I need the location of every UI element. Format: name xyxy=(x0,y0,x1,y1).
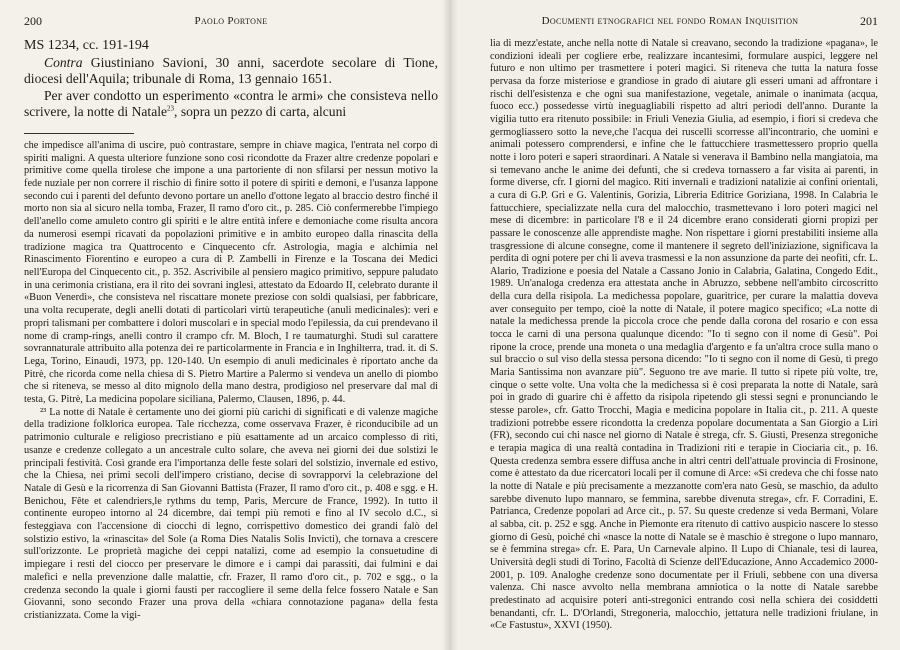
book-gutter xyxy=(442,0,458,650)
case-details: Giustiniano Savioni, 30 anni, sacerdote secolare di Tione, diocesi dell'Aquila; tribunale di Roma, 13 gennaio 1651. xyxy=(24,54,438,87)
ms-reference: MS 1234, cc. 191-194 xyxy=(24,38,149,53)
left-page-number: 200 xyxy=(24,14,42,28)
note-continuation: che impedisce all'anima di uscire, può contrastare, sempre in chiave magica, l'entrata nel corpo di spiriti maligni. A questa ulteriore funzione sono così ricondotte da Frazer altre credenze popolari e primitive come quella tirolese che impone a una partoriente di non sfilarsi per nessun motivo la fede nuziale per non correre il rischio di finire sotto il potere di spiriti e demoni, e l'usanza lappone secondo cui i parenti del defunto devono portare un anello d'ottone legato al braccio destro finché il morto non sia al sicuro nella tomba, Frazer, Il ramo d'oro cit., p. 285. Ciò confermerebbe l'impiego dell'anello come amuleto contro gli spiriti e le altre entità infere e demoniache come risulta ancora da numerosi esempi ricavati da popolazioni primitive e in ambito europeo dalla rinascita della tradizione magica tra Quattrocento e Cinquecento cfr. Astrologia, magia e alchimia nel Rinascimento Fiorentino e europeo a cura di P. Zambelli in Firenze e la Toscana dei Medici nell'Europa del Cinquecento cit., p. 352. Ascrivibile al pensiero magico primitivo, seppure paludato in una cerimonia cristiana, era il rito dei sovrani inglesi, attestato da Edoardo II, celebrato durante il «Buon Venerdì», che consisteva nel riscattare monete preziose con soldi qualsiasi, per fabbricare, una volta recuperate, degli anelli dotati di particolari virtù terapeutiche (anuli medicinales): veri e propri talismani per combattere i dolori muscolari e in special modo l'epilessia, da cui prendevano il nome di cramp-rings, anelli contro il crampo cfr. M. Bloch, I re taumaturghi. Studi sul carattere sovrannaturale attribuito alla potenza dei re particolarmente in Francia e in Inghilterra, trad. it. di S. Lega, Torino, Einaudi, 1973, pp. 120-140. Un esempio di anuli medicinales è riportato anche da Pitrè, che ricorda come nella chiesa di S. Pietro Martire a Palermo si vendeva un anello di piombo che si riteneva, se messo al dito mignolo della mano destra, prodigioso nel preservare dal mal di testa, G. Pitrè, La medicina popolare siciliana, Palermo, Clausen, 1896, p. 44. xyxy=(24,139,438,406)
note-23: ²³ La notte di Natale è certamente uno dei giorni più carichi di significati e di valenze magiche della tradizione folklorica europea. Tale ricchezza, come osservava Frazer, è riconducibile ad un patrimonio culturale e religioso precristiano e più esattamente ad un arcaico complesso di riti, usanze e credenze collegato a un ancestrale culto solare, che aveva nei giorni dei due solstizi le principali festività. Così grande era l'importanza delle feste solari del solstizio, invernale ed estivo, che la Chiesa, nei primi secoli dell'impero cristiano, decise di sovrapporvi la celebrazione del Natale di Gesù e la ricorrenza di San Giovanni Battista (Frazer, Il ramo d'oro cit., p. 408 e sgg. e H. Benichou, Fête et calendriers,le rythms du temp, Paris, Mercure de France, 1992). In tutto il continente europeo intorno al 24 dicembre, dai tempi più remoti e fino al IV secolo d.C., si festeggiava con l'accensione di ciocchi di legno, corrispettivo domestico dei grandi falò del solstizio estivo, la «rinascita» del Sole (a Roma Dies Natalis Solis Invicti), che tornava a crescere sull'orizzonte. Le proprietà magiche dei ceppi natalizi, come ad esempio la consuetudine di impiegare i resti del ciocco per preservare le dimore e i campi dai parassiti, dai fulmini e dai malefici e nella prevenzione dalle malattie, cfr. Frazer, Il ramo d'oro cit., p. 702 e sgg., o la credenza secondo la quale i giorni fausti per raccogliere il seme della felce fossero Natale e San Giovanni, sono secondo Frazer una prova della «chiara connotazione pagana» della festa cristianizzata. Come la vigi- xyxy=(24,406,438,621)
case-line xyxy=(24,55,438,88)
right-page xyxy=(450,0,900,650)
right-page-number: 201 xyxy=(860,14,878,28)
left-running-head xyxy=(24,14,438,30)
left-footnotes xyxy=(24,140,438,623)
note-23-continued: lia di mezz'estate, anche nella notte di Natale si creavano, secondo la tradizione «pagana», le condizioni ideali per cogliere erbe, realizzare incantesimi, formulare auspici, leggere nel futuro e non ultimo per trasmettere i poteri magici. Si riteneva che tutta la natura fosse pervasa da forze misteriose e grandiose in grado di aiutare gli esseri umani ad affrontare i rischi dell'esistenza e che ogni sua manifestazione, vegetale, animale o inanimata (acqua, fuoco ecc.) possedesse virtù ineguagliabili rispetto ad altri periodi dell'anno. Durante la vigilia tutto era ritenuto possibile: in Friuli Venezia Giulia, ad esempio, i fiori si credeva che germogliassero sotto la neve,che l'acqua dei ruscelli scorresse all'incontrario, che uomini e animali potessero comprendersi, e infine che le fattucchiere trasmettessero proprio quella notte i loro poteri e saperi straordinari. A Natale si venerava il Bambino nella mangiatoia, ma si temevano anche le anime dei defunti, che si credeva tornassero a far visita ai parenti, in forme diverse, cfr. I giorni del magico. Riti invernali e tradizioni natalizie ai confini orientali, a cura di G.P. Gri e G. Valentinis, Gorizia, Libreria Editrice Goriziana, 1998. In Calabria le fattucchiere, specializzate nella cura del malocchio, trasmettevano i loro poteri magici nel mese di dicembre: in particolare l'8 e il 24 dicembre erano considerati giorni propizi per passare le conoscenze alle apprendiste maghe. Non rispettare i giorni prestabiliti insieme alla trasgressione di alcune consegne, come il mantenere il segreto dell'iniziazione, significava la perdita di ogni potere per chi li aveva trasmessi e la non assunzione da parte dei neofiti, cfr. L. Alario, Tradizione e poesia del Natale a Cassano Jonio in Calabria, Galatina, Congedo Edit., 1989. Un'analoga credenza era attestata anche in Abruzzo, sebbene nell'ambito circoscritto della cura della risipola. La medichessa popolare, guaritrice, per curare la malattia doveva aver conseguito per tempo, cioè la notte di Natale, il potere magico specifico; «La notte di natale la medichessa prende la piccola croce che pende dalla corona del rosario e con essa tocca le carni di una persona qualunque dicendo: "Io ti segno con il nome di Gesù". Poi ripone la croce, prende una moneta o una medaglia d'argento e fa un'altra croce sulla mano o sul braccio o sul viso della stessa persona dicendo: "Io ti segno con il nome di Gesù, ti prego Maria Santissima non avanzare più". Seguono tre ave marie. Il tutto si ripete più volte, tre, cinque o sette volte. Una volta che la medichessa si è così preparata la notte di Natale, sarà poi in grado di guarire chi è affetto da risipola ripetendo gli stessi segni e pronunciando le stesse parole», cfr. Gatto Trocchi, Magia e medicina popolare in Italia cit., p. 211. A queste tradizioni potrebbe essere ricondotta la credenza popolare documentata a San Giorgio a Liri (FR), secondo cui chi nasce nel giorno di Natale è strega, cfr. S. Giusti, Presenza stregoniche e terapia magica di una realtà contadina in Tradizioni riti e terapie in Ciociaria cit., p. 16. Questa credenza sembra essere diffusa anche in altri centri dell'attuale provincia di Frosinone, come è attestato da due ricercatori locali per il comune di Arce: «Si credeva che chi fosse nato la notte di Natale e più precisamente a mezzanotte com'era nato Gesù, se maschio, da adulto sarebbe divenuto lupo mannaro, se femmina, sarebbe divenuta strega», cfr. F. Corradini, E. Patrianca, Credenze popolari ad Arce cit., p. 57. Su queste credenze si veda Bermani, Volare al sabba, cit. p. 252 e sgg. Anche in Piemonte era ritenuto di cattivo auspicio nascere lo stesso giorno di Gesù, poiché chi «nasce la notte di Natale se è maschio è stregone o lupo mannaro, se è femmina strega» cfr. E. Para, Un Carnevale alpino. Il Lupo di Chianale, tesi di laurea, Università degli studi di Torino, Facoltà di Scienze dell'Educazione, Anno Accademico 2000-2001, p. 109. Analoghe credenze sono documentate per il Friuli, sebbene con una diversa valenza. Chi nasce avvolto nella membrana amniotica o la notte di Natale sarebbe predestinato ad acquisire poteri anti-stregonici entrando così nella schiera dei cosiddetti benandanti, cfr. L. D'Orlandi, Stregoneria, malocchio, jettatura nelle tradizioni friulane, in «Ce Fastustu», XXVI (1950). xyxy=(490,38,878,632)
body-paragraph xyxy=(24,88,438,121)
right-running-title: Documenti etnografici nel fondo Roman Inquisition xyxy=(541,15,799,27)
body-text-end: , sopra un pezzo di carta, alcuni xyxy=(174,104,347,120)
footnote-ref-23: 23 xyxy=(167,104,175,113)
case-contra: Contra xyxy=(44,54,83,70)
body-text-start: Per aver condotto un esperimento «contra le armi» che consisteva nello scrivere, la notte di Natale xyxy=(24,87,438,120)
left-main-text xyxy=(24,38,438,121)
footnote-rule xyxy=(24,133,134,134)
right-running-head xyxy=(490,14,878,30)
left-running-title: Paolo Portone xyxy=(194,15,268,27)
right-footnotes xyxy=(490,38,878,633)
